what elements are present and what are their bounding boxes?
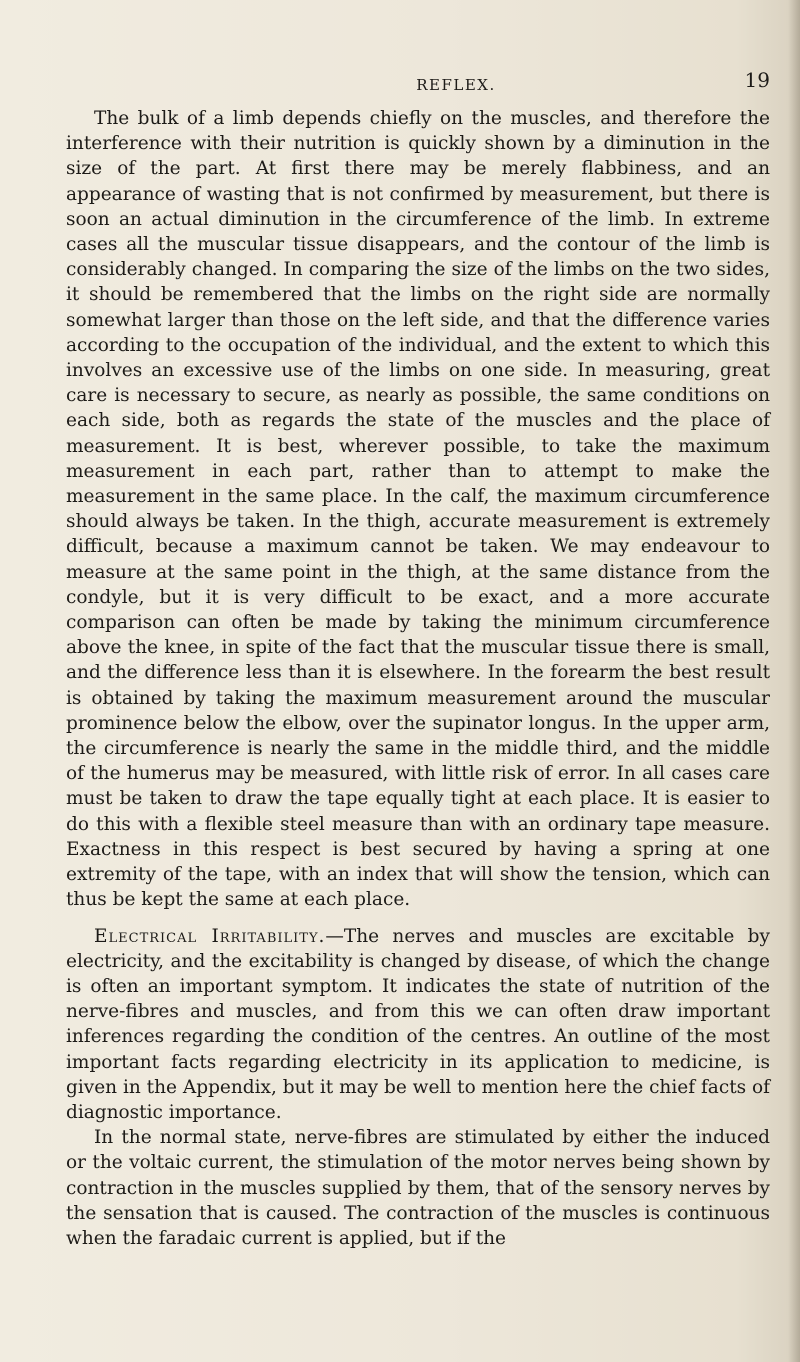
paragraph-electrical-irritability <box>66 924 770 1126</box>
section-text: —The nerves and muscles are excitable by electricity, and the excitability is changed by disease, of which the change is often an important symptom. It indicates the state of nutrition of the nerve-fibres and muscles, and from this we can often draw important inferences regarding the condition of the centres. An outline of the most important facts regarding electricity in its application to medicine, is given in the Appendix, but it may be well to mention here the chief facts of diagnostic importance. <box>66 925 770 1123</box>
paragraph-normal-state: In the normal state, nerve-fibres are stimulated by either the induced or the voltaic current, the stimulation of the motor nerves being shown by contraction in the muscles supplied by them, that of the sensory nerves by the sensation that is caused. The contraction of the muscles is continuous when the faradaic current is applied, but if the <box>66 1127 770 1249</box>
running-head: REFLEX. <box>416 76 496 94</box>
body-text <box>66 106 770 1251</box>
page-header <box>66 68 770 104</box>
section-heading: Electrical Irritability. <box>94 925 326 947</box>
paragraph-limb-measurement: The bulk of a limb depends chiefly on the muscles, and therefore the interference with their nutrition is quickly shown by a diminution in the size of the part. At first there may be merely flabbiness, and an appearance of wasting that is not confirmed by measurement, but there is soon an actual diminution in the circumference of the limb. In extreme cases all the muscular tissue disappears, and the contour of the limb is considerably changed. In comparing the size of the limbs on the two sides, it should be remembered that the limbs on the right side are normally somewhat larger than those on the left side, and that the difference varies according to the occupation of the individual, and the extent to which this involves an excessive use of the limbs on one side. In measuring, great care is necessary to secure, as nearly as possible, the same conditions on each side, both as regards the state of the muscles and the place of measurement. It is best, wherever possible, to take the maximum measurement in each part, rather than to attempt to make the measurement in the same place. In the calf, the maximum circumference should always be taken. In the thigh, accurate measurement is extremely difficult, because a maximum cannot be taken. We may endeavour to measure at the same point in the thigh, at the same distance from the condyle, but it is very difficult to be exact, and a more accurate comparison can often be made by taking the minimum circumference above the knee, in spite of the fact that the muscular tissue there is small, and the difference less than it is elsewhere. In the forearm the best result is obtained by taking the maximum measurement around the muscular prominence below the elbow, over the supinator longus. In the upper arm, the circumference is nearly the same in the middle third, and the middle of the humerus may be measured, with little risk of error. In all cases care must be taken to draw the tape equally tight at each place. It is easier to do this with a flexible steel measure than with an ordinary tape measure. Exactness in this respect is best secured by having a spring at one extremity of the tape, with an index that will show the tension, which can thus be kept the same at each place. <box>66 108 770 911</box>
page-edge-shadow <box>788 0 800 1362</box>
page-number: 19 <box>744 68 770 92</box>
